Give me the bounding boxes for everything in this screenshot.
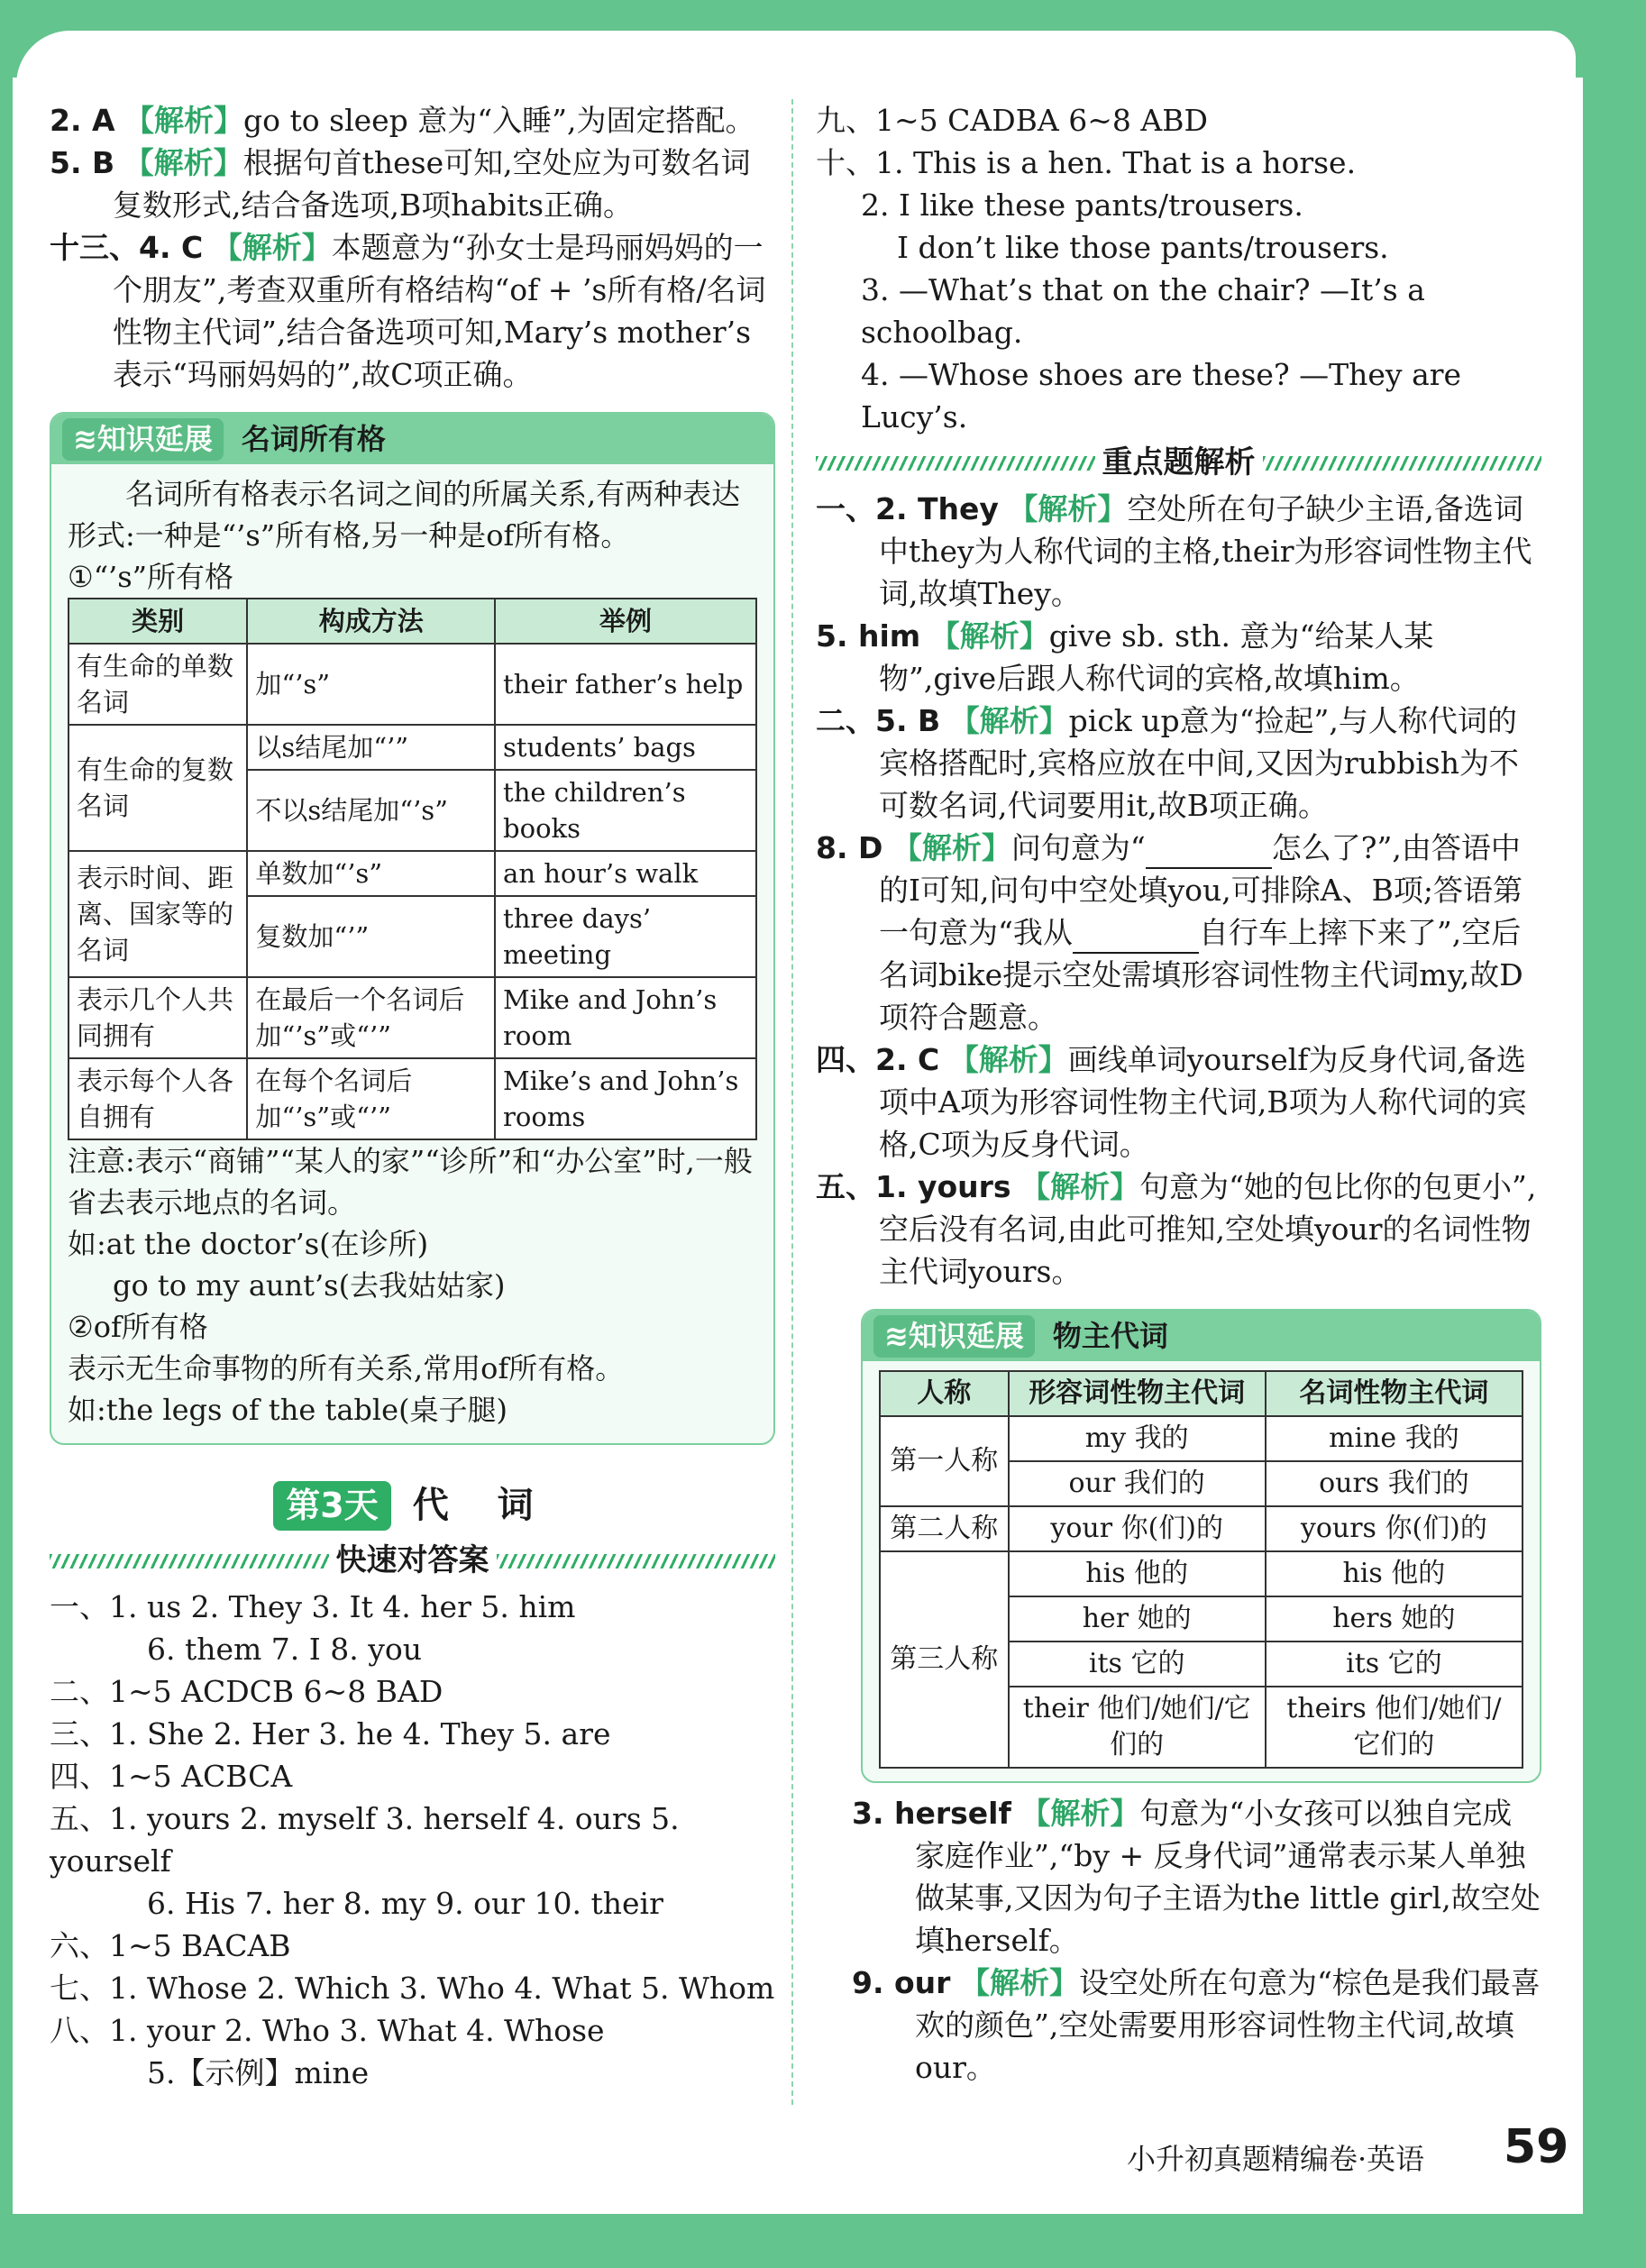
answer-item: 5. B 【解析】根据句首these可知,空处应为可数名词复数形式,结合备选项,B项habits正确。 [50,145,751,223]
table-header: 形容词性物主代词 [1009,1371,1266,1416]
table-cell: Mike and John’s room [495,977,756,1058]
day-section-title [50,1481,775,1531]
blank-line [1073,925,1199,954]
analysis-item: 一、2. They 【解析】空处所在句子缺少主语,备选词中they为人称代词的主格,their为形容词性物主代词,故填They。 [816,491,1532,611]
answer-item: 十三、4. C 【解析】本题意为“孙女士是玛丽妈妈的一个朋友”,考查双重所有格结构“of + ’s所有格/名词性物主代词”,结合备选项可知,Mary’s mother’s表示“玛丽妈妈的”,故C项正确。 [50,230,766,392]
table-cell: 表示几个人共同拥有 [69,977,247,1058]
pronoun-table [879,1370,1523,1769]
table-row [69,725,756,770]
answer-line: 九、1~5 CADBA 6~8 ABD [816,103,1208,138]
key-analysis-title: 重点题解析 [1102,444,1256,480]
answer-line: 二、1~5 ACDCB 6~8 BAD [50,1674,444,1709]
day-label: 第3天 [273,1481,390,1531]
knowledge-label: ≋知识延展 [62,418,224,461]
answer-line: 6. them 7. I 8. you [147,1632,423,1667]
knowledge-box-header [863,1311,1540,1361]
analysis-item: 二、5. B 【解析】pick up意为“捡起”,与人称代词的宾格搭配时,宾格应放在中间,又因为rubbish为不可数名词,代词要用it,故B项正确。 [816,703,1519,823]
table-cell: 在最后一个名词后加“’s”或“’” [247,977,495,1058]
answer-line: 十、1. This is a hen. That is a horse. [816,145,1357,180]
table-header: 类别 [69,599,247,644]
knowledge-note: 注意:表示“商铺”“某人的家”“诊所”和“办公室”时,一般省去表示地点的名词。 [68,1144,753,1220]
table-header: 人称 [880,1371,1009,1416]
table-cell: its 它的 [1266,1642,1523,1687]
table-row [69,644,756,725]
table-row [880,1506,1523,1551]
possessive-table [68,598,757,1140]
knowledge-box-pronoun [861,1309,1541,1783]
key-analysis-band [816,442,1541,484]
analysis-item: 5. him 【解析】give sb. sth. 意为“给某人某物”,give后跟人称代词的宾格,故填him。 [816,618,1434,696]
table-row [880,1551,1523,1596]
table-cell: 有生命的单数名词 [69,644,247,725]
knowledge-box-possessive [50,412,775,1445]
quick-answer-band [50,1540,775,1582]
knowledge-body [863,1361,1540,1781]
knowledge-example: go to my aunt’s(去我姑姑家) [113,1268,506,1303]
right-column [816,99,1541,2089]
knowledge-label: ≋知识延展 [873,1315,1035,1358]
table-cell: yours 你(们)的 [1266,1506,1523,1551]
day-title: 代 词 [412,1485,552,1526]
answer-line: 八、1. your 2. Who 3. What 4. Whose [50,2013,605,2048]
answer-item: 2. A 【解析】go to sleep 意为“入睡”,为固定搭配。 [50,103,755,138]
page-number: 59 [1504,2120,1569,2174]
table-cell: 在每个名词后加“’s”或“’” [247,1058,495,1139]
table-cell: three days’ meeting [495,896,756,977]
knowledge-subtitle: ①“’s”所有格 [68,560,234,594]
table-cell: 以s结尾加“’” [247,725,495,770]
table-cell: our 我们的 [1009,1461,1266,1506]
knowledge-box-header [51,414,773,464]
blank-line [1146,840,1272,869]
table-cell: his 他的 [1009,1551,1266,1596]
answer-line: 3. —What’s that on the chair? —It’s a schoolbag. [861,272,1425,350]
table-row [880,1416,1523,1461]
table-cell: 第二人称 [880,1506,1009,1551]
answer-line: 6. His 7. her 8. my 9. our 10. their [147,1886,663,1921]
table-header: 构成方法 [247,599,495,644]
answer-line: 4. —Whose shoes are these? —They are Lucy’s. [861,357,1462,434]
answer-line: 七、1. Whose 2. Which 3. Who 4. What 5. Whom [50,1971,775,2006]
table-cell: his 他的 [1266,1551,1523,1596]
table-cell: her 她的 [1009,1596,1266,1642]
answer-line: 一、1. us 2. They 3. It 4. her 5. him [50,1589,576,1624]
hatch-decoration [1263,456,1542,471]
table-cell: my 我的 [1009,1416,1266,1461]
table-cell: an hour’s walk [495,851,756,896]
table-header: 举例 [495,599,756,644]
analysis-item: 9. our 【解析】设空处所在句意为“棕色是我们最喜欢的颜色”,空处需要用形容词性物主代词,故填our。 [852,1965,1541,2085]
answer-line: 2. I like these pants/trousers. [861,187,1303,223]
hatch-decoration [497,1554,776,1568]
table-cell: 第三人称 [880,1551,1009,1768]
table-row [69,977,756,1058]
answer-line: 五、1. yours 2. myself 3. herself 4. ours 5. yourself [50,1801,680,1879]
table-cell: your 你(们)的 [1009,1506,1266,1551]
quick-answer-title: 快速对答案 [335,1542,489,1578]
table-cell: Mike’s and John’s rooms [495,1058,756,1139]
table-cell: 表示时间、距离、国家等的名词 [69,851,247,977]
table-cell: theirs 他们/她们/它们的 [1266,1687,1523,1768]
analysis-item: 8. D 【解析】问句意为“ 怎么了?”,由答语中的I可知,问句中空处填you,可排除A、B项;答语第一句意为“我从 自行车上摔下来了”,空后名词bike提示空处需填形容词性物主代词my,故D项符合题意。 [816,830,1523,1035]
knowledge-example: 如:the legs of the table(桌子腿) [68,1393,508,1427]
table-header: 名词性物主代词 [1266,1371,1523,1416]
knowledge-title: 物主代词 [1052,1318,1168,1353]
table-cell: 有生命的复数名词 [69,725,247,851]
knowledge-body [51,464,773,1443]
column-divider [791,99,793,2105]
hatch-decoration [816,456,1095,471]
table-cell: their 他们/她们/它们的 [1009,1687,1266,1768]
table-cell: ours 我们的 [1266,1461,1523,1506]
table-cell: 不以s结尾加“’s” [247,770,495,851]
knowledge-text: 表示无生命事物的所有关系,常用of所有格。 [68,1351,625,1385]
hatch-decoration [50,1554,329,1568]
table-cell: their father’s help [495,644,756,725]
table-cell: 表示每个人各自拥有 [69,1058,247,1139]
knowledge-intro: 名词所有格表示名词之间的所属关系,有两种表达形式:一种是“’s”所有格,另一种是of所有格。 [68,477,741,553]
knowledge-subtitle: ②of所有格 [68,1310,208,1344]
table-row [69,1058,756,1139]
analysis-item: 五、1. yours 【解析】句意为“她的包比你的包更小”,空后没有名词,由此可推知,空处填your的名词性物主代词yours。 [816,1169,1537,1289]
frame-left-border [0,0,13,2268]
knowledge-title: 名词所有格 [241,421,386,456]
knowledge-example: 如:at the doctor’s(在诊所) [68,1227,429,1261]
table-row [69,851,756,896]
left-column [50,99,775,2094]
frame-right-border [1583,0,1646,2268]
answer-line: 三、1. She 2. Her 3. he 4. They 5. are [50,1716,611,1751]
table-cell: the children’s books [495,770,756,851]
table-cell: 复数加“’” [247,896,495,977]
footer-book-title: 小升初真题精编卷·英语 [1127,2142,1425,2176]
table-cell: hers 她的 [1266,1596,1523,1642]
table-cell: mine 我的 [1266,1416,1523,1461]
frame-bottom-border [0,2214,1646,2268]
table-cell: 加“’s” [247,644,495,725]
table-cell: 第一人称 [880,1416,1009,1506]
table-cell: students’ bags [495,725,756,770]
answer-line: 5.【示例】mine [147,2055,370,2090]
analysis-item: 四、2. C 【解析】画线单词yourself为反身代词,备选项中A项为形容词性物主代词,B项为人称代词的宾格,C项为反身代词。 [816,1042,1527,1162]
answer-line: 六、1~5 BACAB [50,1928,291,1963]
table-cell: 单数加“’s” [247,851,495,896]
answer-line: I don’t like those pants/trousers. [897,230,1389,265]
quick-answers [50,1586,775,2094]
table-cell: its 它的 [1009,1642,1266,1687]
analysis-item: 3. herself 【解析】句意为“小女孩可以独自完成家庭作业”,“by + 反身代词”通常表示某人单独做某事,又因为句子主语为the little girl,故空处填herself。 [852,1796,1541,1958]
answer-line: 四、1~5 ACBCA [50,1759,293,1794]
